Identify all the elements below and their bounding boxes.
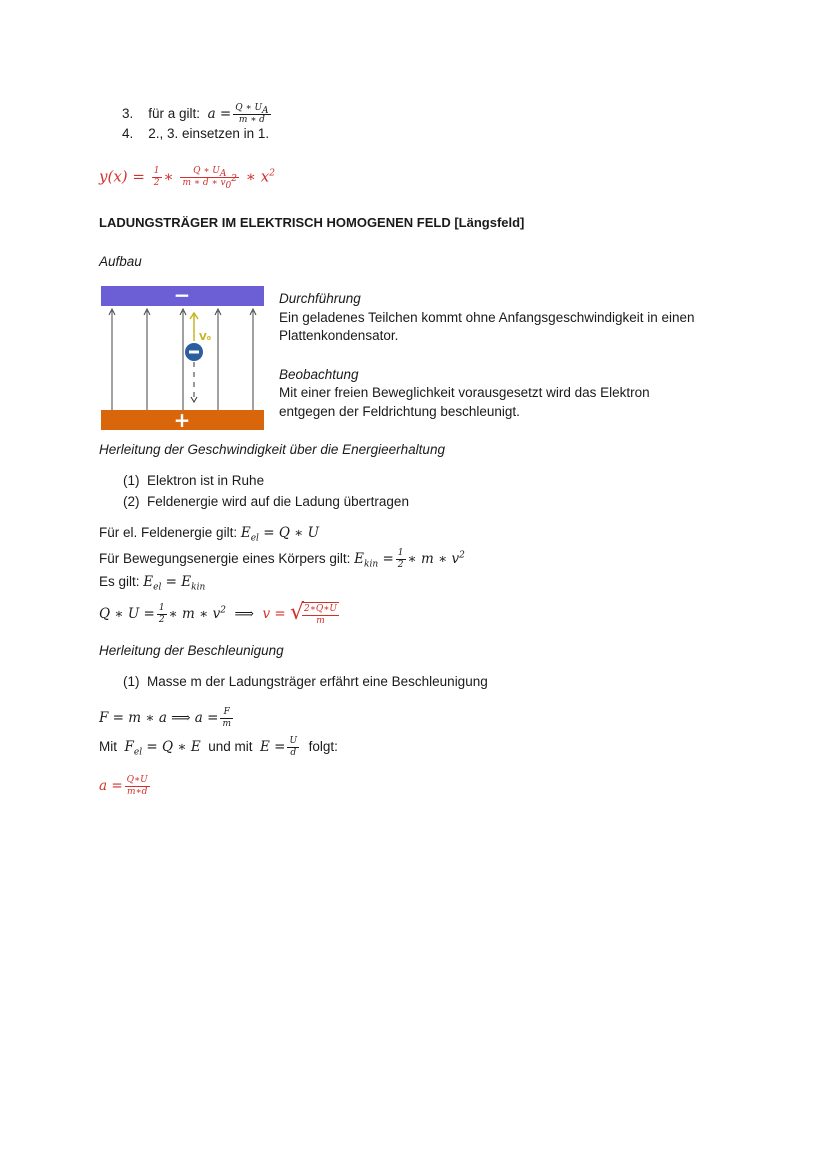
eq-velocity: Q ∗ U = $\frac{1}{2}$ ∗ m ∗ $v^2$ ⟹ v = √ $\frac{2∗Q∗U}{m}$ — [99, 600, 337, 626]
beobachtung-line1: Mit einer freien Beweglichkeit vorausgesetzt wird das Elektron — [279, 385, 650, 400]
formula-a: a = $\frac{Q ∗ U_A}{m ∗ d}$ — [207, 103, 269, 125]
durchfuehrung-title: Durchführung — [279, 291, 361, 306]
v0-label: V₀ — [199, 332, 212, 343]
energie-item-2: (2) Feldenergie wird auf die Ladung übertragen — [123, 494, 409, 509]
list-item-4 — [122, 125, 269, 143]
durchfuehrung-line1: Ein geladenes Teilchen kommt ohne Anfangsgeschwindigkeit in einen — [279, 310, 695, 325]
minus-sign: − — [173, 286, 191, 307]
beobachtung-line2: entgegen der Feldrichtung beschleunigt. — [279, 404, 520, 419]
list-item-3 — [122, 103, 273, 126]
list-number: 3. — [122, 106, 134, 121]
plus-sign: + — [173, 408, 191, 430]
eq-es-gilt: Es gilt: $E_{el} = E_{kin}$ — [99, 574, 206, 593]
eq-acceleration-result: a = $\frac{Q∗U}{m∗d}$ — [99, 775, 148, 797]
subheading-aufbau: Aufbau — [99, 254, 142, 269]
eq-force: F = m ∗ a ⟹ a = $\frac{F}{m}$ — [99, 707, 232, 729]
beschleunigung-heading: Herleitung der Beschleunigung — [99, 643, 284, 658]
energie-item-1: (1) Elektron ist in Ruhe — [123, 473, 265, 488]
durchfuehrung-line2: Plattenkondensator. — [279, 328, 399, 343]
list-text: für a gilt: — [148, 106, 201, 121]
beobachtung-title: Beobachtung — [279, 367, 359, 382]
list-text: 2., 3. einsetzen in 1. — [148, 126, 270, 141]
formula-y: y(x) = $\frac{1}{2}$ ∗ $\frac{Q ∗ U_A}{m ∗ d ∗ v_0^2}$ ∗ $x^2$ — [99, 166, 275, 191]
energie-heading: Herleitung der Geschwindigkeit über die Energieerhaltung — [99, 442, 445, 457]
eq-bewegungsenergie: Für Bewegungsenergie eines Körpers gilt: $E_{kin}$ = $\frac{1}{2}$ ∗ m ∗ $v^2$ — [99, 548, 465, 570]
beschleunigung-item-1: (1) Masse m der Ladungsträger erfährt eine Beschleunigung — [123, 674, 488, 689]
list-number: 4. — [122, 126, 134, 141]
eq-feldenergie: Für el. Feldenergie gilt: $E_{el} = Q$ ∗ U — [99, 525, 320, 544]
capacitor-diagram — [101, 286, 264, 430]
sqrt-expression: √ $\frac{2∗Q∗U}{m}$ — [290, 600, 337, 626]
field-lines — [109, 309, 256, 410]
eq-mit: Mit $F_{el} = Q$ ∗ E und mit E = $\frac{U}{d}$ folgt: — [99, 736, 338, 758]
section-heading: LADUNGSTRÄGER IM ELEKTRISCH HOMOGENEN FELD [Längsfeld] — [99, 215, 525, 230]
